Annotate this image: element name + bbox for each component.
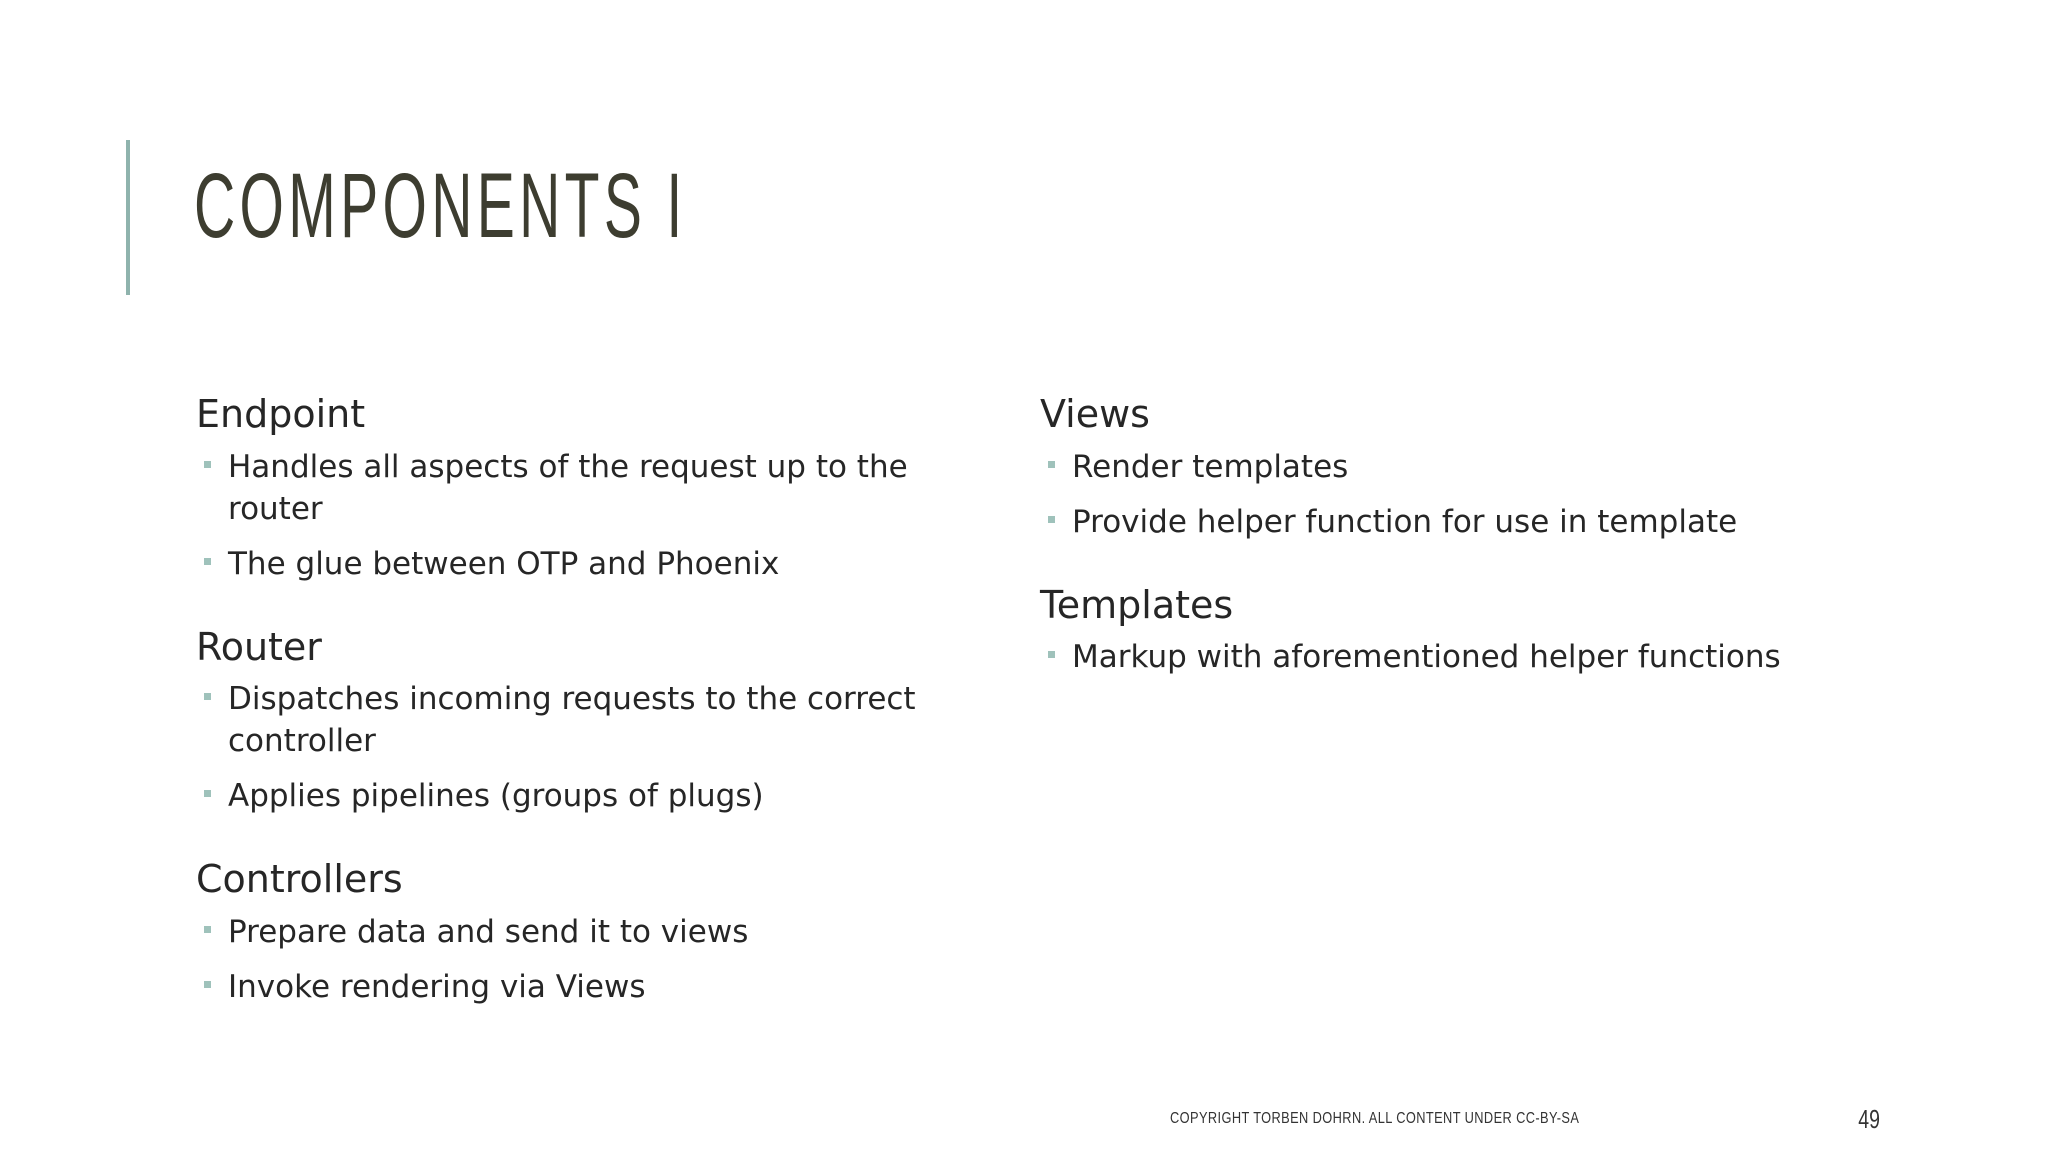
page-number: 49 bbox=[1858, 1104, 1880, 1134]
footer-copyright: COPYRIGHT TORBEN DOHRN. ALL CONTENT UNDER CC-BY-SA bbox=[1170, 1110, 1580, 1127]
bullet-square-icon bbox=[204, 558, 211, 565]
section-heading: Endpoint bbox=[196, 392, 366, 436]
left-column bbox=[196, 392, 936, 1048]
section-router bbox=[196, 625, 936, 818]
section-templates bbox=[1040, 583, 1880, 679]
bullet-text: Markup with aforementioned helper functions bbox=[1072, 639, 1781, 676]
bullet-item bbox=[196, 775, 936, 817]
bullet-square-icon bbox=[204, 790, 211, 797]
section-heading: Router bbox=[196, 624, 322, 669]
bullet-text: Applies pipelines (groups of plugs) bbox=[228, 778, 764, 815]
bullet-item bbox=[196, 446, 936, 530]
bullet-item bbox=[196, 966, 936, 1008]
bullet-text: Provide helper function for use in template bbox=[1072, 503, 1738, 540]
bullet-text: Dispatches incoming requests to the correct controller bbox=[228, 681, 916, 760]
bullet-list bbox=[1040, 636, 1880, 678]
bullet-item bbox=[1040, 501, 1880, 543]
bullet-square-icon bbox=[1048, 651, 1055, 658]
bullet-list bbox=[1040, 446, 1880, 543]
bullet-text: Invoke rendering via Views bbox=[228, 968, 646, 1005]
bullet-item bbox=[1040, 446, 1880, 488]
section-heading: Templates bbox=[1040, 582, 1234, 627]
bullet-list bbox=[196, 911, 936, 1008]
bullet-text: The glue between OTP and Phoenix bbox=[228, 545, 780, 582]
section-views bbox=[1040, 392, 1880, 543]
section-heading: Views bbox=[1040, 392, 1150, 436]
slide-title: COMPONENTS I bbox=[194, 155, 687, 257]
title-accent-bar bbox=[126, 140, 130, 295]
right-column bbox=[1040, 392, 1880, 718]
section-endpoint bbox=[196, 392, 936, 585]
bullet-square-icon bbox=[204, 693, 211, 700]
bullet-list bbox=[196, 446, 936, 585]
section-heading: Controllers bbox=[196, 857, 403, 902]
bullet-square-icon bbox=[1048, 516, 1055, 523]
bullet-list bbox=[196, 678, 936, 817]
bullet-square-icon bbox=[204, 926, 211, 933]
bullet-item bbox=[196, 678, 936, 762]
bullet-square-icon bbox=[1048, 461, 1055, 468]
bullet-text: Prepare data and send it to views bbox=[228, 913, 749, 950]
bullet-item bbox=[196, 543, 936, 585]
bullet-item bbox=[1040, 636, 1880, 678]
bullet-text: Render templates bbox=[1072, 448, 1349, 485]
bullet-text: Handles all aspects of the request up to the router bbox=[228, 448, 908, 527]
bullet-item bbox=[196, 911, 936, 953]
bullet-square-icon bbox=[204, 981, 211, 988]
bullet-square-icon bbox=[204, 461, 211, 468]
section-controllers bbox=[196, 857, 936, 1008]
